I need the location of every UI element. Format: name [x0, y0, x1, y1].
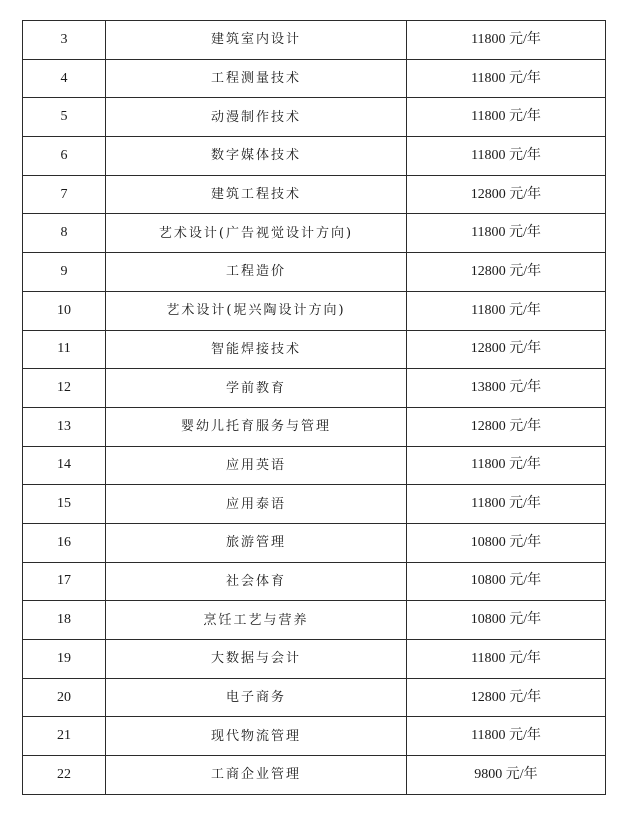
row-number-cell: 9	[23, 253, 106, 292]
row-number-cell: 22	[23, 756, 106, 795]
tuition-fee-cell: 9800 元/年	[407, 756, 606, 795]
major-name-cell: 应用英语	[106, 446, 407, 485]
tuition-fee-cell: 12800 元/年	[407, 678, 606, 717]
tuition-fee-cell: 11800 元/年	[407, 59, 606, 98]
table-row	[23, 562, 606, 601]
major-name-cell: 烹饪工艺与营养	[106, 601, 407, 640]
major-name-cell: 艺术设计(坭兴陶设计方向)	[106, 291, 407, 330]
tuition-table	[22, 20, 606, 795]
table-row	[23, 137, 606, 176]
major-name-cell: 社会体育	[106, 562, 407, 601]
row-number-cell: 10	[23, 291, 106, 330]
tuition-fee-cell: 10800 元/年	[407, 562, 606, 601]
row-number-cell: 16	[23, 523, 106, 562]
major-name-cell: 旅游管理	[106, 523, 407, 562]
table-row	[23, 485, 606, 524]
row-number-cell: 5	[23, 98, 106, 137]
row-number-cell: 17	[23, 562, 106, 601]
tuition-fee-cell: 11800 元/年	[407, 717, 606, 756]
table-row	[23, 291, 606, 330]
major-name-cell: 工程测量技术	[106, 59, 407, 98]
row-number-cell: 12	[23, 369, 106, 408]
table-row	[23, 601, 606, 640]
table-row	[23, 253, 606, 292]
tuition-fee-cell: 11800 元/年	[407, 98, 606, 137]
table-row	[23, 21, 606, 60]
tuition-fee-cell: 11800 元/年	[407, 291, 606, 330]
major-name-cell: 电子商务	[106, 678, 407, 717]
row-number-cell: 4	[23, 59, 106, 98]
tuition-fee-cell: 12800 元/年	[407, 330, 606, 369]
row-number-cell: 8	[23, 214, 106, 253]
row-number-cell: 7	[23, 175, 106, 214]
tuition-fee-cell: 11800 元/年	[407, 137, 606, 176]
row-number-cell: 20	[23, 678, 106, 717]
major-name-cell: 建筑室内设计	[106, 21, 407, 60]
major-name-cell: 艺术设计(广告视觉设计方向)	[106, 214, 407, 253]
row-number-cell: 19	[23, 640, 106, 679]
row-number-cell: 13	[23, 407, 106, 446]
table-row	[23, 678, 606, 717]
table-row	[23, 523, 606, 562]
table-row	[23, 330, 606, 369]
table-row	[23, 756, 606, 795]
table-row	[23, 717, 606, 756]
major-name-cell: 数字媒体技术	[106, 137, 407, 176]
row-number-cell: 21	[23, 717, 106, 756]
table-row	[23, 175, 606, 214]
tuition-fee-cell: 12800 元/年	[407, 253, 606, 292]
tuition-fee-cell: 11800 元/年	[407, 21, 606, 60]
major-name-cell: 工商企业管理	[106, 756, 407, 795]
tuition-fee-cell: 10800 元/年	[407, 523, 606, 562]
tuition-fee-cell: 11800 元/年	[407, 214, 606, 253]
table-row	[23, 640, 606, 679]
tuition-table-body	[23, 21, 606, 795]
tuition-fee-cell: 11800 元/年	[407, 485, 606, 524]
major-name-cell: 动漫制作技术	[106, 98, 407, 137]
major-name-cell: 应用泰语	[106, 485, 407, 524]
major-name-cell: 学前教育	[106, 369, 407, 408]
tuition-fee-cell: 11800 元/年	[407, 640, 606, 679]
row-number-cell: 14	[23, 446, 106, 485]
major-name-cell: 现代物流管理	[106, 717, 407, 756]
tuition-fee-cell: 10800 元/年	[407, 601, 606, 640]
row-number-cell: 6	[23, 137, 106, 176]
row-number-cell: 3	[23, 21, 106, 60]
major-name-cell: 大数据与会计	[106, 640, 407, 679]
tuition-fee-cell: 12800 元/年	[407, 407, 606, 446]
major-name-cell: 建筑工程技术	[106, 175, 407, 214]
table-row	[23, 407, 606, 446]
row-number-cell: 15	[23, 485, 106, 524]
table-row	[23, 446, 606, 485]
tuition-fee-cell: 13800 元/年	[407, 369, 606, 408]
table-row	[23, 214, 606, 253]
major-name-cell: 婴幼儿托育服务与管理	[106, 407, 407, 446]
table-row	[23, 59, 606, 98]
table-row	[23, 369, 606, 408]
tuition-fee-cell: 12800 元/年	[407, 175, 606, 214]
table-row	[23, 98, 606, 137]
major-name-cell: 工程造价	[106, 253, 407, 292]
tuition-fee-cell: 11800 元/年	[407, 446, 606, 485]
major-name-cell: 智能焊接技术	[106, 330, 407, 369]
row-number-cell: 11	[23, 330, 106, 369]
row-number-cell: 18	[23, 601, 106, 640]
